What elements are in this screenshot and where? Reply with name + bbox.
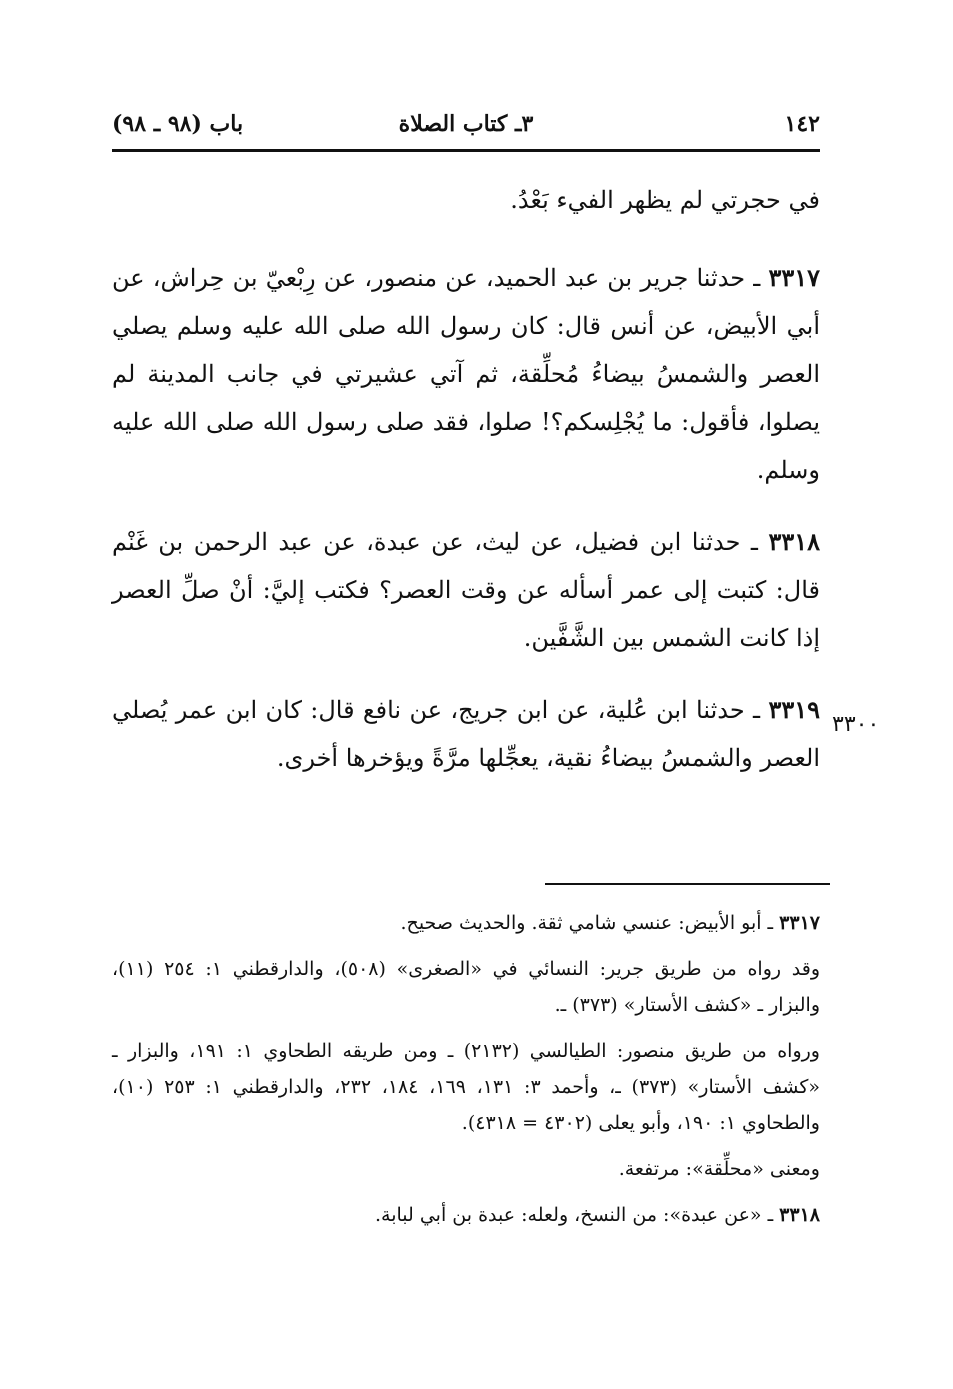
hadith-text: ـ حدثنا ابن فضيل، عن ليث، عن عبدة، عن عبد الرحمن بن غَنْم قال: كتبت إلى عمر أسأله عن وقت العصر؟ فكتب إليَّ: أنْ صلِّ العصر إذا كانت الشمس بين الشَّفَّين. — [112, 528, 820, 652]
footnote-text: ـ أبو الأبيض: عنسي شامي ثقة. والحديث صحيح. — [400, 912, 780, 934]
footnote-number: ٣٣١٨ — [779, 1204, 820, 1226]
main-text — [112, 176, 820, 806]
footnote-text: ومعنى «محلِّقة»: مرتفعة. — [618, 1158, 820, 1180]
footnote — [112, 1151, 820, 1187]
hadith-paragraph — [112, 686, 820, 782]
margin-reference-number: ٣٣٠٠ — [832, 712, 880, 737]
hadith-number: ٣٣١٨ — [768, 527, 820, 556]
footnote — [112, 951, 820, 1023]
book-title: ٣ـ كتاب الصلاة — [398, 111, 534, 137]
hadith-text: ـ حدثنا جرير بن عبد الحميد، عن منصور، عن رِبْعيّ بن حِراش، عن أبي الأبيض، عن أنس قال: كان رسول الله صلى الله عليه وسلم يصلي العصر والشمسُ بيضاءُ مُحلِّقة، ثم آتي عشيرتي في جانب المدينة لم يصلوا، فأقول: ما يُجْلِسكم؟! صلوا، فقد صلى رسول الله صلى الله عليه وسلم. — [112, 264, 820, 484]
footnote-text: وقد رواه من طريق جرير: النسائي في «الصغرى» (٥٠٨)، والدارقطني ١: ٢٥٤ (١١)، والبزار ـ «كشف الأستار» (٣٧٣) ـ. — [112, 958, 820, 1016]
hadith-number: ٣٣١٩ — [768, 695, 820, 724]
hadith-paragraph — [112, 254, 820, 494]
header-divider — [112, 149, 820, 152]
footnotes — [112, 905, 820, 1243]
page-header — [112, 103, 820, 147]
footnote-number: ٣٣١٧ — [779, 912, 820, 934]
footnote — [112, 1033, 820, 1141]
continuation-paragraph: في حجرتي لم يظهر الفيء بَعْدُ. — [510, 186, 820, 214]
footnote-text: ـ «عن عبدة»: من النسخ، ولعله: عبدة بن أبي لبابة. — [374, 1204, 780, 1226]
hadith-number: ٣٣١٧ — [768, 263, 821, 292]
footnote — [112, 905, 820, 941]
chapter-title: باب (٩٨ ـ ٩٨) — [112, 111, 244, 137]
footnote — [112, 1197, 820, 1233]
page-number: ١٤٢ — [784, 111, 820, 137]
hadith-text: ـ حدثنا ابن عُلية، عن ابن جريج، عن نافع قال: كان ابن عمر يُصلي العصر والشمسُ بيضاءُ نقية، يعجِّلها مرَّةً ويؤخرها أخرى. — [112, 696, 820, 772]
footnote-text: ورواه من طريق منصور: الطيالسي (٢١٣٢) ـ ومن طريقه الطحاوي ١: ١٩١، والبزار ـ «كشف الأستار» (٣٧٣) ـ، وأحمد ٣: ١٣١، ١٦٩، ١٨٤، ٢٣٢، والدارقطني ١: ٢٥٣ (١٠)، والطحاوي ١: ١٩٠، وأبو يعلى (٤٣٠٢ = ٤٣١٨). — [112, 1040, 821, 1134]
hadith-paragraph — [112, 518, 820, 662]
footnote-divider — [545, 883, 830, 885]
